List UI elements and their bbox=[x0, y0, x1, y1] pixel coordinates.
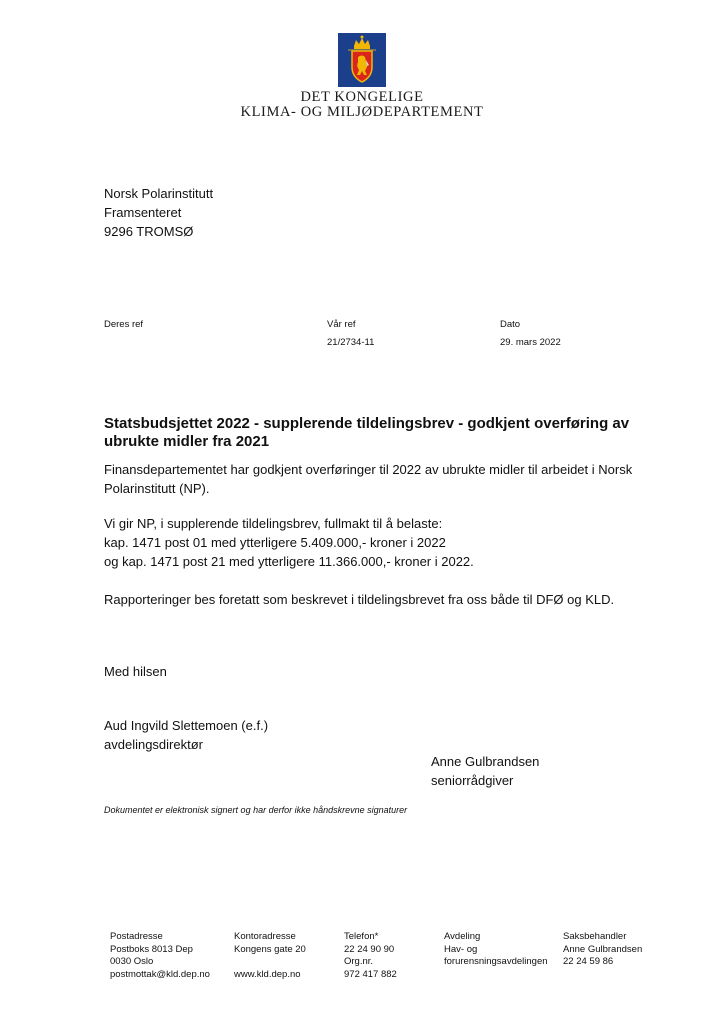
body-paragraph-2-line-1: Vi gir NP, i supplerende tildelingsbrev, fullmakt til å belaste: bbox=[104, 516, 443, 531]
footer-telefon-value: 22 24 90 90 bbox=[344, 943, 395, 955]
footer-postadresse-label: Postadresse bbox=[110, 931, 163, 942]
footer-saksbehandler-label: Saksbehandler bbox=[563, 931, 627, 942]
coat-of-arms-logo bbox=[338, 33, 386, 87]
footer-avdeling-label: Avdeling bbox=[444, 931, 481, 942]
footer-telefon bbox=[344, 931, 397, 981]
closing-greeting: Med hilsen bbox=[104, 664, 167, 679]
footer-postadresse-line: 0030 Oslo bbox=[110, 956, 154, 967]
footer-saksbehandler-name: Anne Gulbrandsen bbox=[563, 943, 643, 955]
footer-postadresse bbox=[110, 931, 210, 981]
dato-value: 29. mars 2022 bbox=[500, 337, 561, 348]
ministry-name-line2: KLIMA- OG MILJØDEPARTEMENT bbox=[240, 104, 484, 120]
body-paragraph-2-line-2: kap. 1471 post 01 med ytterligere 5.409.000,- kroner i 2022 bbox=[104, 535, 446, 550]
footer-website: www.kld.dep.no bbox=[234, 968, 301, 980]
footer-saksbehandler-phone: 22 24 59 86 bbox=[563, 956, 614, 967]
recipient-name: Norsk Polarinstitutt bbox=[104, 186, 214, 201]
recipient-postal: 9296 TROMSØ bbox=[104, 224, 194, 239]
footer-kontoradresse-line: Kongens gate 20 bbox=[234, 943, 306, 955]
footer-kontoradresse bbox=[234, 931, 306, 981]
footer-avdeling-line: Hav- og bbox=[444, 943, 478, 955]
signatory-1-title: avdelingsdirektør bbox=[104, 737, 203, 752]
footer-spacer bbox=[234, 956, 306, 969]
footer-avdeling-line: forurensningsavdelingen bbox=[444, 956, 548, 967]
footer-telefon-label: Telefon* bbox=[344, 931, 379, 942]
body-paragraph-3: Rapporteringer bes foretatt som beskrevet i tildelingsbrevet fra oss både til DFØ og KLD. bbox=[104, 592, 615, 607]
footer-orgnr-label: Org.nr. bbox=[344, 956, 374, 967]
footer-email: postmottak@kld.dep.no bbox=[110, 968, 210, 980]
ministry-name-line1: DET KONGELIGE bbox=[300, 89, 424, 105]
footer-avdeling bbox=[444, 931, 548, 969]
footer-postadresse-line: Postboks 8013 Dep bbox=[110, 943, 193, 955]
recipient-unit: Framsenteret bbox=[104, 205, 182, 220]
dato-label: Dato bbox=[500, 319, 521, 330]
body-paragraph-2-line-3: og kap. 1471 post 21 med ytterligere 11.366.000,- kroner i 2022. bbox=[104, 554, 474, 569]
signatory-1-name: Aud Ingvild Slettemoen (e.f.) bbox=[104, 718, 269, 733]
signatory-2-title: seniorrådgiver bbox=[431, 773, 514, 788]
letter-subject: Statsbudsjettet 2022 - supplerende tildelingsbrev - godkjent overføring av ubrukte midler fra 2021 bbox=[104, 415, 630, 450]
var-ref-label: Vår ref bbox=[327, 319, 356, 330]
body-paragraph-1: Finansdepartementet har godkjent overføringer til 2022 av ubrukte midler til arbeidet i Norsk Polarinstitutt (NP). bbox=[104, 462, 633, 496]
signatory-2-name: Anne Gulbrandsen bbox=[431, 754, 540, 769]
electronic-signature-note: Dokumentet er elektronisk signert og har derfor ikke håndskrevne signaturer bbox=[104, 805, 408, 815]
var-ref-value: 21/2734-11 bbox=[327, 337, 375, 348]
footer-kontoradresse-label: Kontoradresse bbox=[234, 931, 296, 942]
footer-orgnr-value: 972 417 882 bbox=[344, 968, 397, 980]
deres-ref-label: Deres ref bbox=[104, 319, 144, 330]
footer-saksbehandler bbox=[563, 931, 642, 969]
